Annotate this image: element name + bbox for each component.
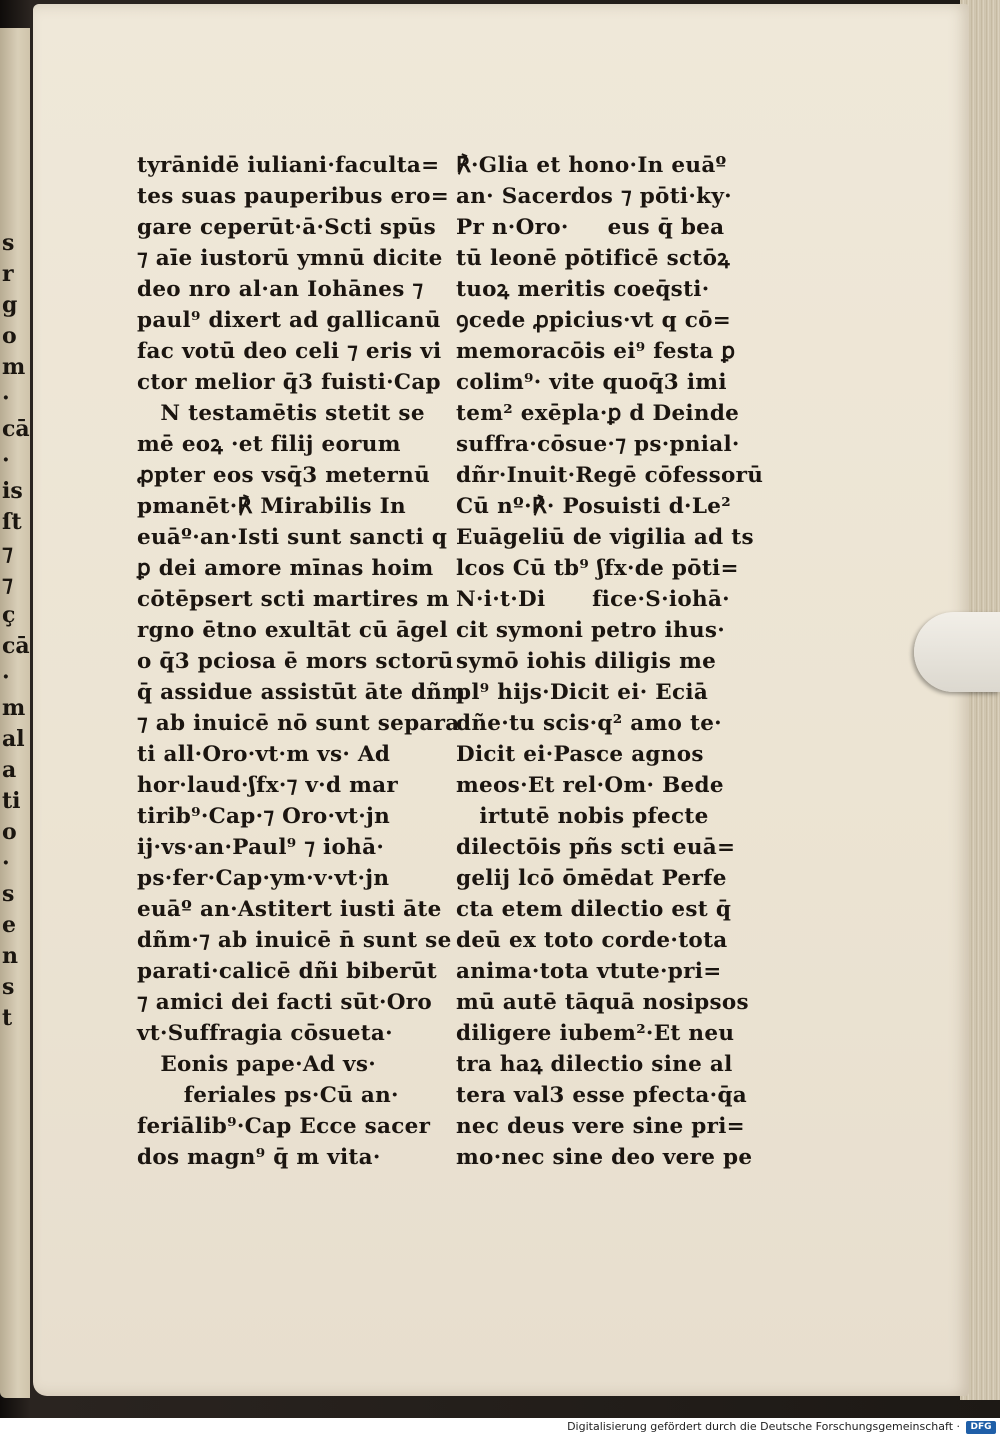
margin-letter: m [2, 695, 26, 721]
text-line: lcos Cū tb⁹ ʃfx·de pōti= [456, 556, 739, 581]
text-line: Eonis pape·Ad vs· [137, 1052, 377, 1077]
margin-letter: e [2, 912, 16, 938]
margin-letter: ⁊ [2, 571, 13, 597]
margin-letter: is [2, 478, 23, 504]
text-line: colim⁹· vite quoq̄3 imi [456, 370, 727, 395]
text-line: ꝯcede ꝓpicius·vt q cō= [456, 308, 732, 333]
text-line: paul⁹ dixert ad gallicanū [137, 308, 441, 333]
footer-bar [0, 1418, 1000, 1437]
margin-letter: · [2, 664, 10, 690]
text-line: dilectōis pñs scti euā= [456, 835, 736, 860]
text-line: nec deus vere sine pri= [456, 1114, 745, 1139]
left-text-column [137, 150, 466, 1173]
text-line: feriales ps·Cū an· [137, 1083, 399, 1108]
margin-letter: ti [2, 788, 21, 814]
text-line: parati·calicē dñi biberūt [137, 959, 438, 984]
margin-letter: o [2, 819, 17, 845]
text-line: cōtēpsert scti martires m [137, 587, 450, 612]
margin-letter: s [2, 881, 15, 907]
text-line: hor·laud·ʃfx·⁊ v·d mar [137, 773, 398, 798]
margin-letter: s [2, 230, 15, 256]
margin-letter: · [2, 850, 10, 876]
margin-letter: al [2, 726, 25, 752]
text-line: rgno ētno exultāt cū āgel [137, 618, 448, 643]
text-line: pl⁹ hijs·Dicit ei· Eciā [456, 680, 709, 705]
footer-credit: Digitalisierung gefördert durch die Deutsche Forschungsgemeinschaft · [567, 1420, 960, 1433]
text-line: dñm·⁊ ab inuicē n̄ sunt se [137, 928, 452, 953]
text-line: symō iohis diligis me [456, 649, 717, 674]
margin-letter: a [2, 757, 17, 783]
text-line: N·i·t·Di fice·S·iohā· [456, 587, 730, 612]
text-line: Dicit ei·Pasce agnos [456, 742, 704, 767]
text-line: vt·Suffragia cōsueta· [137, 1021, 393, 1046]
margin-letter: m [2, 354, 26, 380]
text-line: gelij lcō ōmēdat Perfe [456, 866, 727, 891]
right-text-column [456, 150, 764, 1173]
margin-letter: ç [2, 602, 16, 628]
text-line: meos·Et rel·Om· Bede [456, 773, 724, 798]
text-line: deo nro al·an Iohānes ⁊ [137, 277, 424, 302]
text-line: mo·nec sine deo vere pe [456, 1145, 753, 1170]
text-line: irtutē nobis pfecte [456, 804, 709, 829]
text-line: euāº·an·Isti sunt sancti q [137, 525, 448, 550]
text-line: ps·fer·Cap·ym·v·vt·jn [137, 866, 390, 891]
text-line: cta etem dilectio est q̄ [456, 897, 732, 922]
margin-letter: g [2, 292, 18, 318]
text-line: tes suas pauperibus ero= [137, 184, 450, 209]
text-line: ꝓpter eos vsq̄3 meternū [137, 463, 431, 488]
text-line: tem² exēpla·ꝑ d Deinde [456, 401, 740, 426]
text-line: deū ex toto corde·tota [456, 928, 728, 953]
text-line: gare ceperūt·ā·Scti spūs [137, 215, 437, 240]
text-line: ꝑ dei amore mīnas hoim [137, 556, 434, 581]
text-line: fac votū deo celi ⁊ eris vi [137, 339, 442, 364]
text-line: suffra·cōsue·⁊ ps·pnial· [456, 432, 740, 457]
text-line: ij·vs·an·Paul⁹ ⁊ iohā· [137, 835, 385, 860]
text-line: tirib⁹·Cap·⁊ Oro·vt·jn [137, 804, 391, 829]
margin-letter: ſt [2, 509, 22, 535]
text-line: N testamētis stetit se [137, 401, 425, 426]
text-line: cit symoni petro ihus· [456, 618, 726, 643]
text-line: ctor melior q̄3 fuisti·Cap [137, 370, 441, 395]
text-line: dñe·tu scis·q² amo te· [456, 711, 722, 736]
left-margin-letters [2, 228, 30, 1034]
bookmark-tab [914, 612, 1000, 692]
text-line: tuoꝝ meritis coeq̄sti· [456, 277, 710, 302]
text-line: feriālib⁹·Cap Ecce sacer [137, 1114, 431, 1139]
text-line: dñr·Inuit·Regē cōfessorū [456, 463, 764, 488]
text-line: o q̄3 pciosa ē mors sctorū [137, 649, 454, 674]
text-line: mē eoꝝ ·et filij eorum [137, 432, 401, 457]
text-line: tra haꝝ dilectio sine al [456, 1052, 733, 1077]
text-line: tyrānidē iuliani·faculta= [137, 153, 440, 178]
text-line: mū autē tāquā nosipsos [456, 990, 749, 1015]
text-line: dos magn⁹ q̄ m vita· [137, 1145, 381, 1170]
text-line: ⁊ aīe iustorū ymnū dicite [137, 246, 443, 271]
margin-letter: cā [2, 633, 30, 659]
margin-letter: cā [2, 416, 30, 442]
margin-letter: t [2, 1005, 13, 1031]
margin-letter: n [2, 943, 18, 969]
margin-letter: o [2, 323, 17, 349]
margin-letter: · [2, 385, 10, 411]
text-line: ⁊ amici dei facti sūt·Oro [137, 990, 433, 1015]
margin-letter: · [2, 447, 10, 473]
text-line: ti all·Oro·vt·m vs· Ad [137, 742, 391, 767]
text-line: pmanēt·℟ Mirabilis In [137, 494, 406, 519]
margin-letter: r [2, 261, 14, 287]
text-line: tera val3 esse pfecta·q̄a [456, 1083, 748, 1108]
dfg-logo: DFG [966, 1421, 996, 1434]
text-line: memoracōis ei⁹ festa ꝑ [456, 339, 736, 364]
text-line: Euāgeliū de vigilia ad ts [456, 525, 754, 550]
text-line: euāº an·Astitert iusti āte [137, 897, 442, 922]
text-line: ℟·Glia et hono·In euāº [456, 153, 727, 178]
text-line: q̄ assidue assistūt āte dñm [137, 680, 466, 705]
text-line: Cū nº·℟· Posuisti d·Le² [456, 494, 731, 519]
text-line: ⁊ ab inuicē nō sunt separa [137, 711, 460, 736]
text-line: Pr n·Oro· eus q̄ bea [456, 215, 725, 240]
text-line: diligere iubem²·Et neu [456, 1021, 735, 1046]
text-line: tū leonē pōtificē sctōꝝ [456, 246, 730, 271]
margin-letter: s [2, 974, 15, 1000]
text-line: anima·tota vtute·pri= [456, 959, 722, 984]
left-page-edge [0, 28, 30, 1398]
text-line: an· Sacerdos ⁊ pōti·ky· [456, 184, 732, 209]
margin-letter: ⁊ [2, 540, 13, 566]
